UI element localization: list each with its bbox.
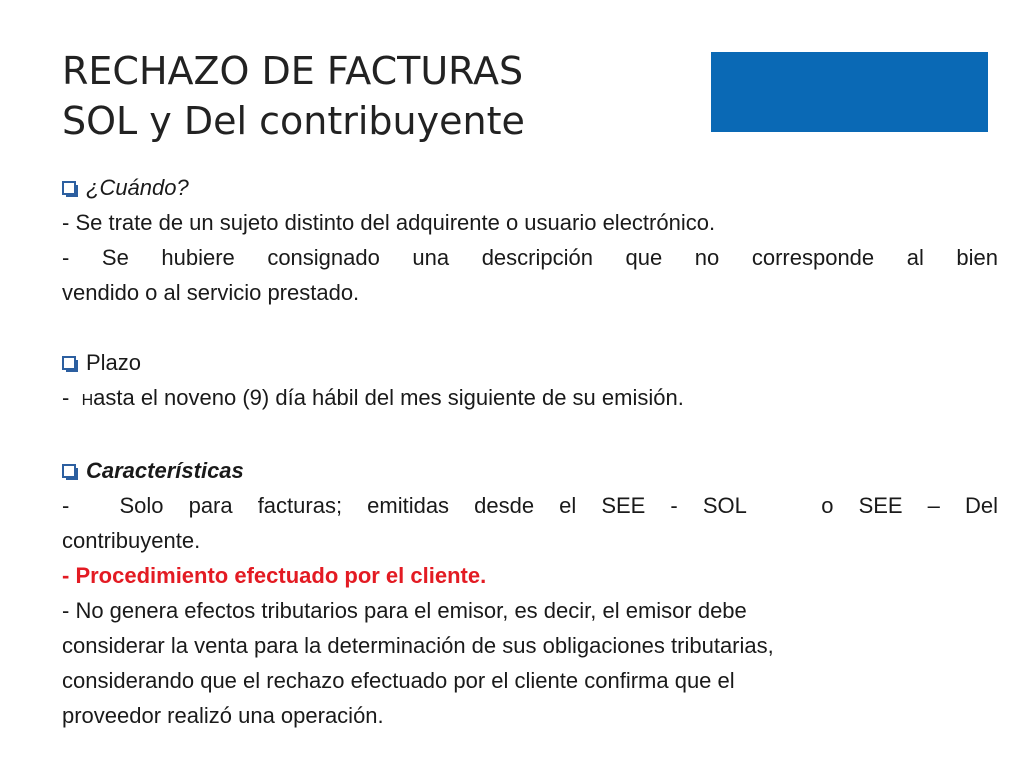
spacer <box>62 418 998 453</box>
caracteristicas-item-3-line-3: considerando que el rechazo efectuado por el cliente confirma que el <box>62 668 735 693</box>
section-heading-plazo <box>62 345 998 380</box>
plazo-item-1-rest: asta el noveno (9) día hábil del mes siguiente de su emisión. <box>93 385 684 410</box>
accent-box <box>711 52 988 132</box>
cuando-item-1: - Se trate de un sujeto distinto del adquirente o usuario electrónico. <box>62 210 716 235</box>
heading-cuando-label: ¿Cuándo? <box>86 175 189 200</box>
cuando-item-2-line-1: - Se hubiere consignado una descripción que no corresponde al bien <box>62 245 998 270</box>
slide-title <box>62 46 682 146</box>
checkbox-icon <box>62 356 76 370</box>
title-line-2: SOL y Del contribuyente <box>62 99 525 143</box>
caracteristicas-item-2: - Procedimiento efectuado por el cliente. <box>62 563 487 588</box>
plazo-item-1-cap: H <box>81 392 94 409</box>
spacer <box>62 310 998 345</box>
heading-plazo-label: Plazo <box>86 350 142 375</box>
caracteristicas-item-1-line-1: - Solo para facturas; emitidas desde el SEE - SOL o SEE – Del <box>62 493 998 518</box>
slide-body <box>62 170 998 733</box>
checkbox-icon <box>62 181 76 195</box>
section-heading-caracteristicas <box>62 453 998 488</box>
cuando-item-2-line-2: vendido o al servicio prestado. <box>62 280 360 305</box>
plazo-item-1-prefix: - <box>62 385 82 410</box>
checkbox-icon <box>62 464 76 478</box>
caracteristicas-item-3-line-4: proveedor realizó una operación. <box>62 703 384 728</box>
section-heading-cuando <box>62 170 998 205</box>
title-line-1: RECHAZO DE FACTURAS <box>62 49 524 93</box>
caracteristicas-item-1-line-2: contribuyente. <box>62 528 201 553</box>
caracteristicas-item-3-line-1: - No genera efectos tributarios para el emisor, es decir, el emisor debe <box>62 598 747 623</box>
plazo-item-1 <box>62 380 998 418</box>
heading-caracteristicas-label: Características <box>86 458 244 483</box>
caracteristicas-item-3-line-2: considerar la venta para la determinación de sus obligaciones tributarias, <box>62 633 774 658</box>
